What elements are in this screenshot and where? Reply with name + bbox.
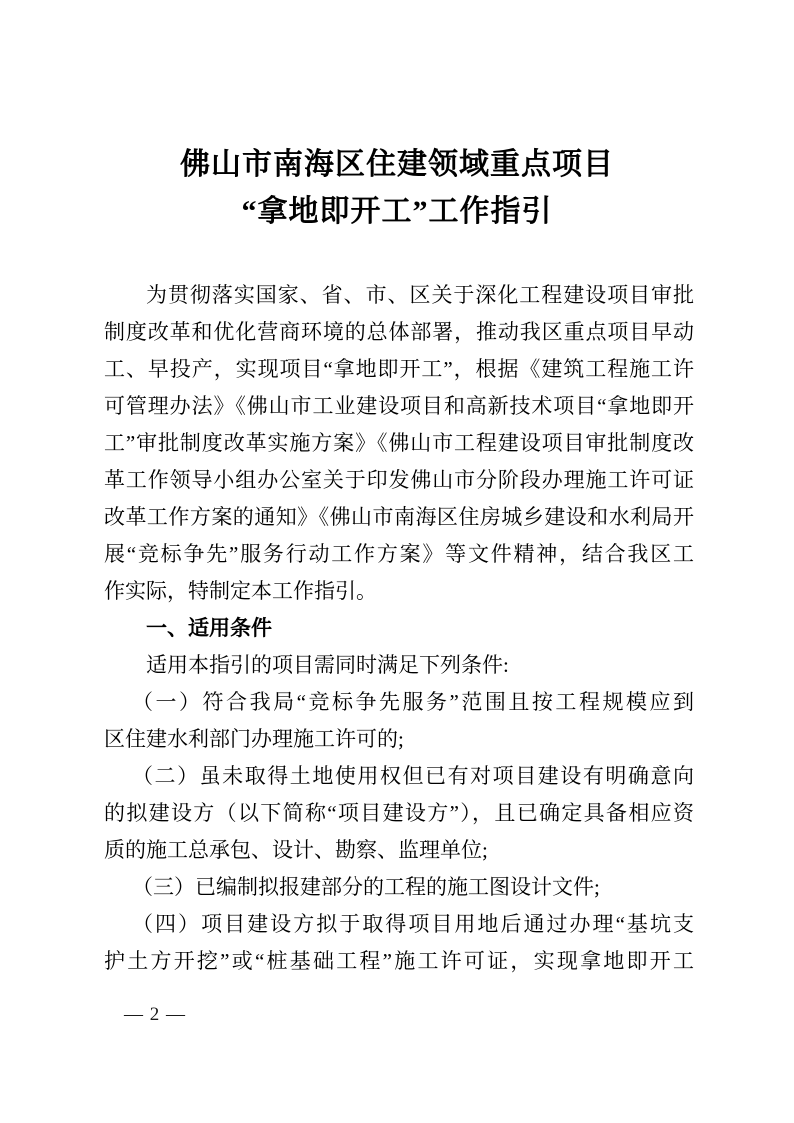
body-line: 的拟建设方（以下简称“项目建设方”），且已确定具备相应资: [104, 801, 694, 825]
body-line: （一）符合我局“竞标争先服务”范围且按工程规模应到: [132, 690, 694, 714]
body-line: 区住建水利部门办理施工许可的;: [104, 727, 404, 751]
body-line: （三）已编制拟报建部分的工程的施工图设计文件;: [132, 875, 600, 899]
body-line: 工”审批制度改革实施方案》《佛山市工程建设项目审批制度改: [104, 431, 694, 455]
document-body: [104, 277, 694, 980]
document-title: [0, 141, 794, 235]
body-line: 可管理办法》《佛山市工业建设项目和高新技术项目“拿地即开: [104, 394, 694, 418]
page-number: — 2 —: [124, 1004, 186, 1025]
body-line: 展“竞标争先”服务行动工作方案》等文件精神，结合我区工: [104, 542, 694, 566]
body-line: 工、早投产，实现项目“拿地即开工”，根据《建筑工程施工许: [104, 357, 694, 381]
title-line-2: “拿地即开工”工作指引: [241, 195, 553, 228]
section-heading: 一、适用条件: [146, 617, 272, 640]
body-line: 革工作领导小组办公室关于印发佛山市分阶段办理施工许可证: [104, 468, 694, 492]
body-line: 制度改革和优化营商环境的总体部署，推动我区重点项目早动: [104, 320, 694, 344]
body-line: 为贯彻落实国家、省、市、区关于深化工程建设项目审批: [146, 283, 694, 307]
title-line-1: 佛山市南海区住建领域重点项目: [180, 148, 614, 181]
body-line: 改革工作方案的通知》《佛山市南海区住房城乡建设和水利局开: [104, 505, 694, 529]
body-line: （四）项目建设方拟于取得项目用地后通过办理“基坑支: [132, 912, 694, 936]
body-line: （二）虽未取得土地使用权但已有对项目建设有明确意向: [132, 764, 694, 788]
body-line: 质的施工总承包、设计、勘察、监理单位;: [104, 838, 488, 862]
body-line: 护土方开挖”或“桩基础工程”施工许可证，实现拿地即开工: [104, 949, 694, 973]
body-line: 适用本指引的项目需同时满足下列条件:: [146, 653, 509, 677]
body-line: 作实际，特制定本工作指引。: [104, 579, 377, 603]
